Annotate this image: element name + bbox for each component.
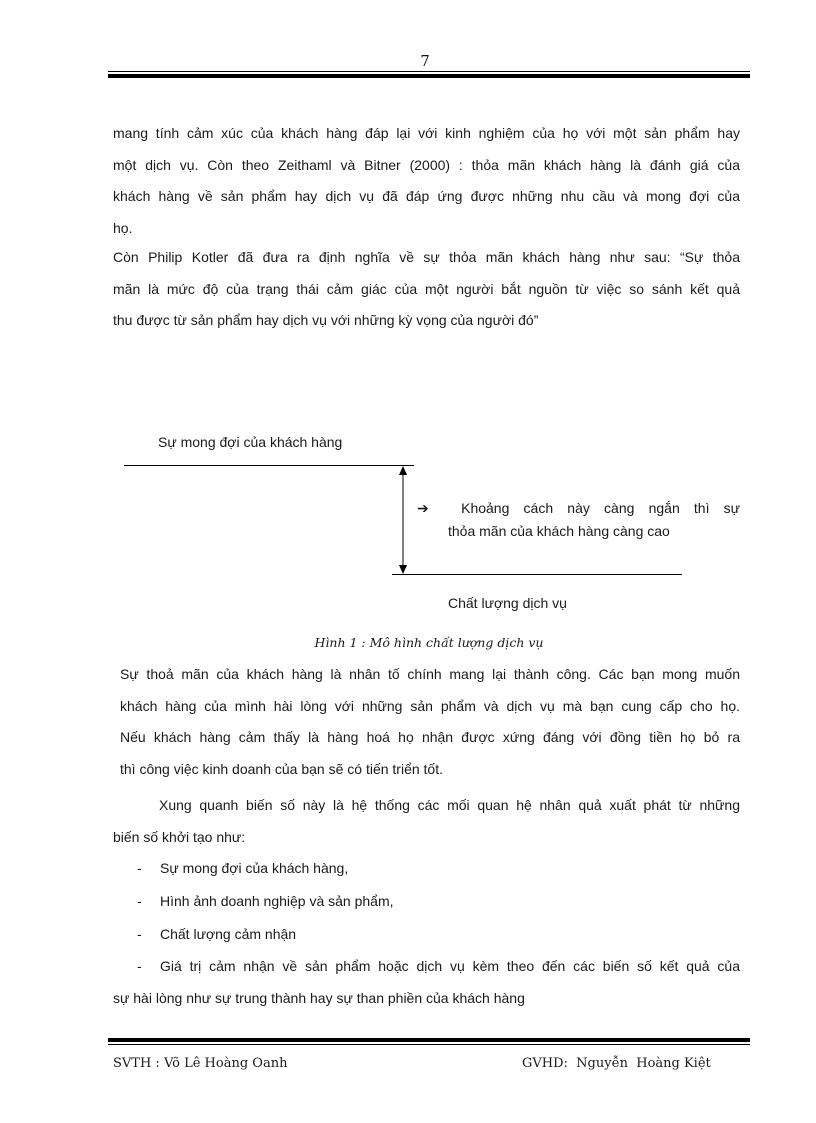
text-line: biến số khởi tạo như: — [113, 828, 246, 845]
footer-student: SVTH : Võ Lê Hoàng Oanh — [113, 1056, 288, 1071]
list-item — [113, 886, 740, 917]
gap-double-arrow — [394, 465, 414, 577]
list-item — [113, 853, 740, 884]
list-item-text: Hình ảnh doanh nghiệp và sản phẩm, — [160, 893, 394, 909]
list-item-text: Giá trị cảm nhận về sản phẩm hoặc dịch vụ kèm theo đến các biến số kết quả của — [160, 958, 740, 974]
text-line: họ. — [113, 219, 133, 236]
list-item — [113, 919, 740, 950]
text-line — [113, 951, 740, 983]
page-number: 7 — [420, 52, 430, 70]
bullet-dash: - — [137, 926, 142, 942]
text-line: khách hàng về sản phẩm hay dịch vụ đã đáp ứng được những nhu cầu và mong đợi của — [113, 188, 740, 204]
text-line: Còn Philip Kotler đã đưa ra định nghĩa về sự thỏa mãn khách hàng như sau: “Sự thỏa — [113, 249, 740, 265]
text-line: mãn là mức độ của trạng thái cảm giác của một người bắt nguồn từ việc so sánh kết quả — [113, 280, 740, 297]
gap-note-text: Khoảng cách này càng ngắn thì sự — [461, 500, 741, 516]
text-line: Xung quanh biến số này là hệ thống các mối quan hệ nhân quả xuất phát từ những — [159, 797, 740, 813]
list-item — [113, 951, 740, 1014]
intro-paragraph — [113, 118, 740, 244]
kotler-paragraph — [113, 242, 740, 337]
expectation-label: Sự mong đợi của khách hàng — [158, 434, 343, 450]
bullet-dash: - — [137, 958, 142, 974]
header-rule — [108, 71, 750, 78]
bullet-dash: - — [137, 860, 142, 876]
gap-note-line-2: thỏa mãn của khách hàng càng cao — [448, 523, 670, 539]
expectation-line — [124, 465, 414, 466]
text-line: Sự thoả mãn của khách hàng là nhân tố chính mang lại thành công. Các bạn mong muốn — [120, 666, 740, 682]
satisfaction-paragraph — [120, 659, 740, 785]
quality-line — [392, 574, 682, 575]
text-line: một dịch vụ. Còn theo Zeithaml và Bitner (2000) : thỏa mãn khách hàng là đánh giá của — [113, 156, 740, 173]
text-line: Nếu khách hàng cảm thấy là hàng hoá họ nhận được xứng đáng với đồng tiền họ bỏ ra — [120, 729, 740, 745]
figure-caption: Hình 1 : Mô hình chất lượng dịch vụ — [314, 635, 544, 650]
text-line: thì công việc kinh doanh của bạn sẽ có tiến triển tốt. — [120, 760, 443, 777]
text-line: khách hàng của mình hài lòng với những sản phẩm và dịch vụ mà bạn cung cấp cho họ. — [120, 697, 740, 714]
variables-paragraph — [113, 790, 740, 853]
bullet-dash: - — [137, 893, 142, 909]
list-item-text: Chất lượng cảm nhận — [160, 926, 297, 942]
list-item-text: Sự mong đợi của khách hàng, — [160, 860, 349, 876]
gap-note-line-1 — [417, 500, 740, 517]
text-line: sự hài lòng như sự trung thành hay sự than phiền của khách hàng — [113, 989, 525, 1006]
text-line: mang tính cảm xúc của khách hàng đáp lại với kinh nghiệm của họ với một sản phẩm hay — [113, 125, 740, 141]
right-arrow-icon: ➔ — [417, 500, 429, 516]
text-line: thu được từ sản phẩm hay dịch vụ với những kỳ vọng của người đó” — [113, 312, 539, 328]
quality-label: Chất lượng dịch vụ — [448, 595, 567, 611]
footer-advisor: GVHD: Nguyễn Hoàng Kiệt — [522, 1056, 711, 1071]
footer-rule — [108, 1038, 750, 1045]
